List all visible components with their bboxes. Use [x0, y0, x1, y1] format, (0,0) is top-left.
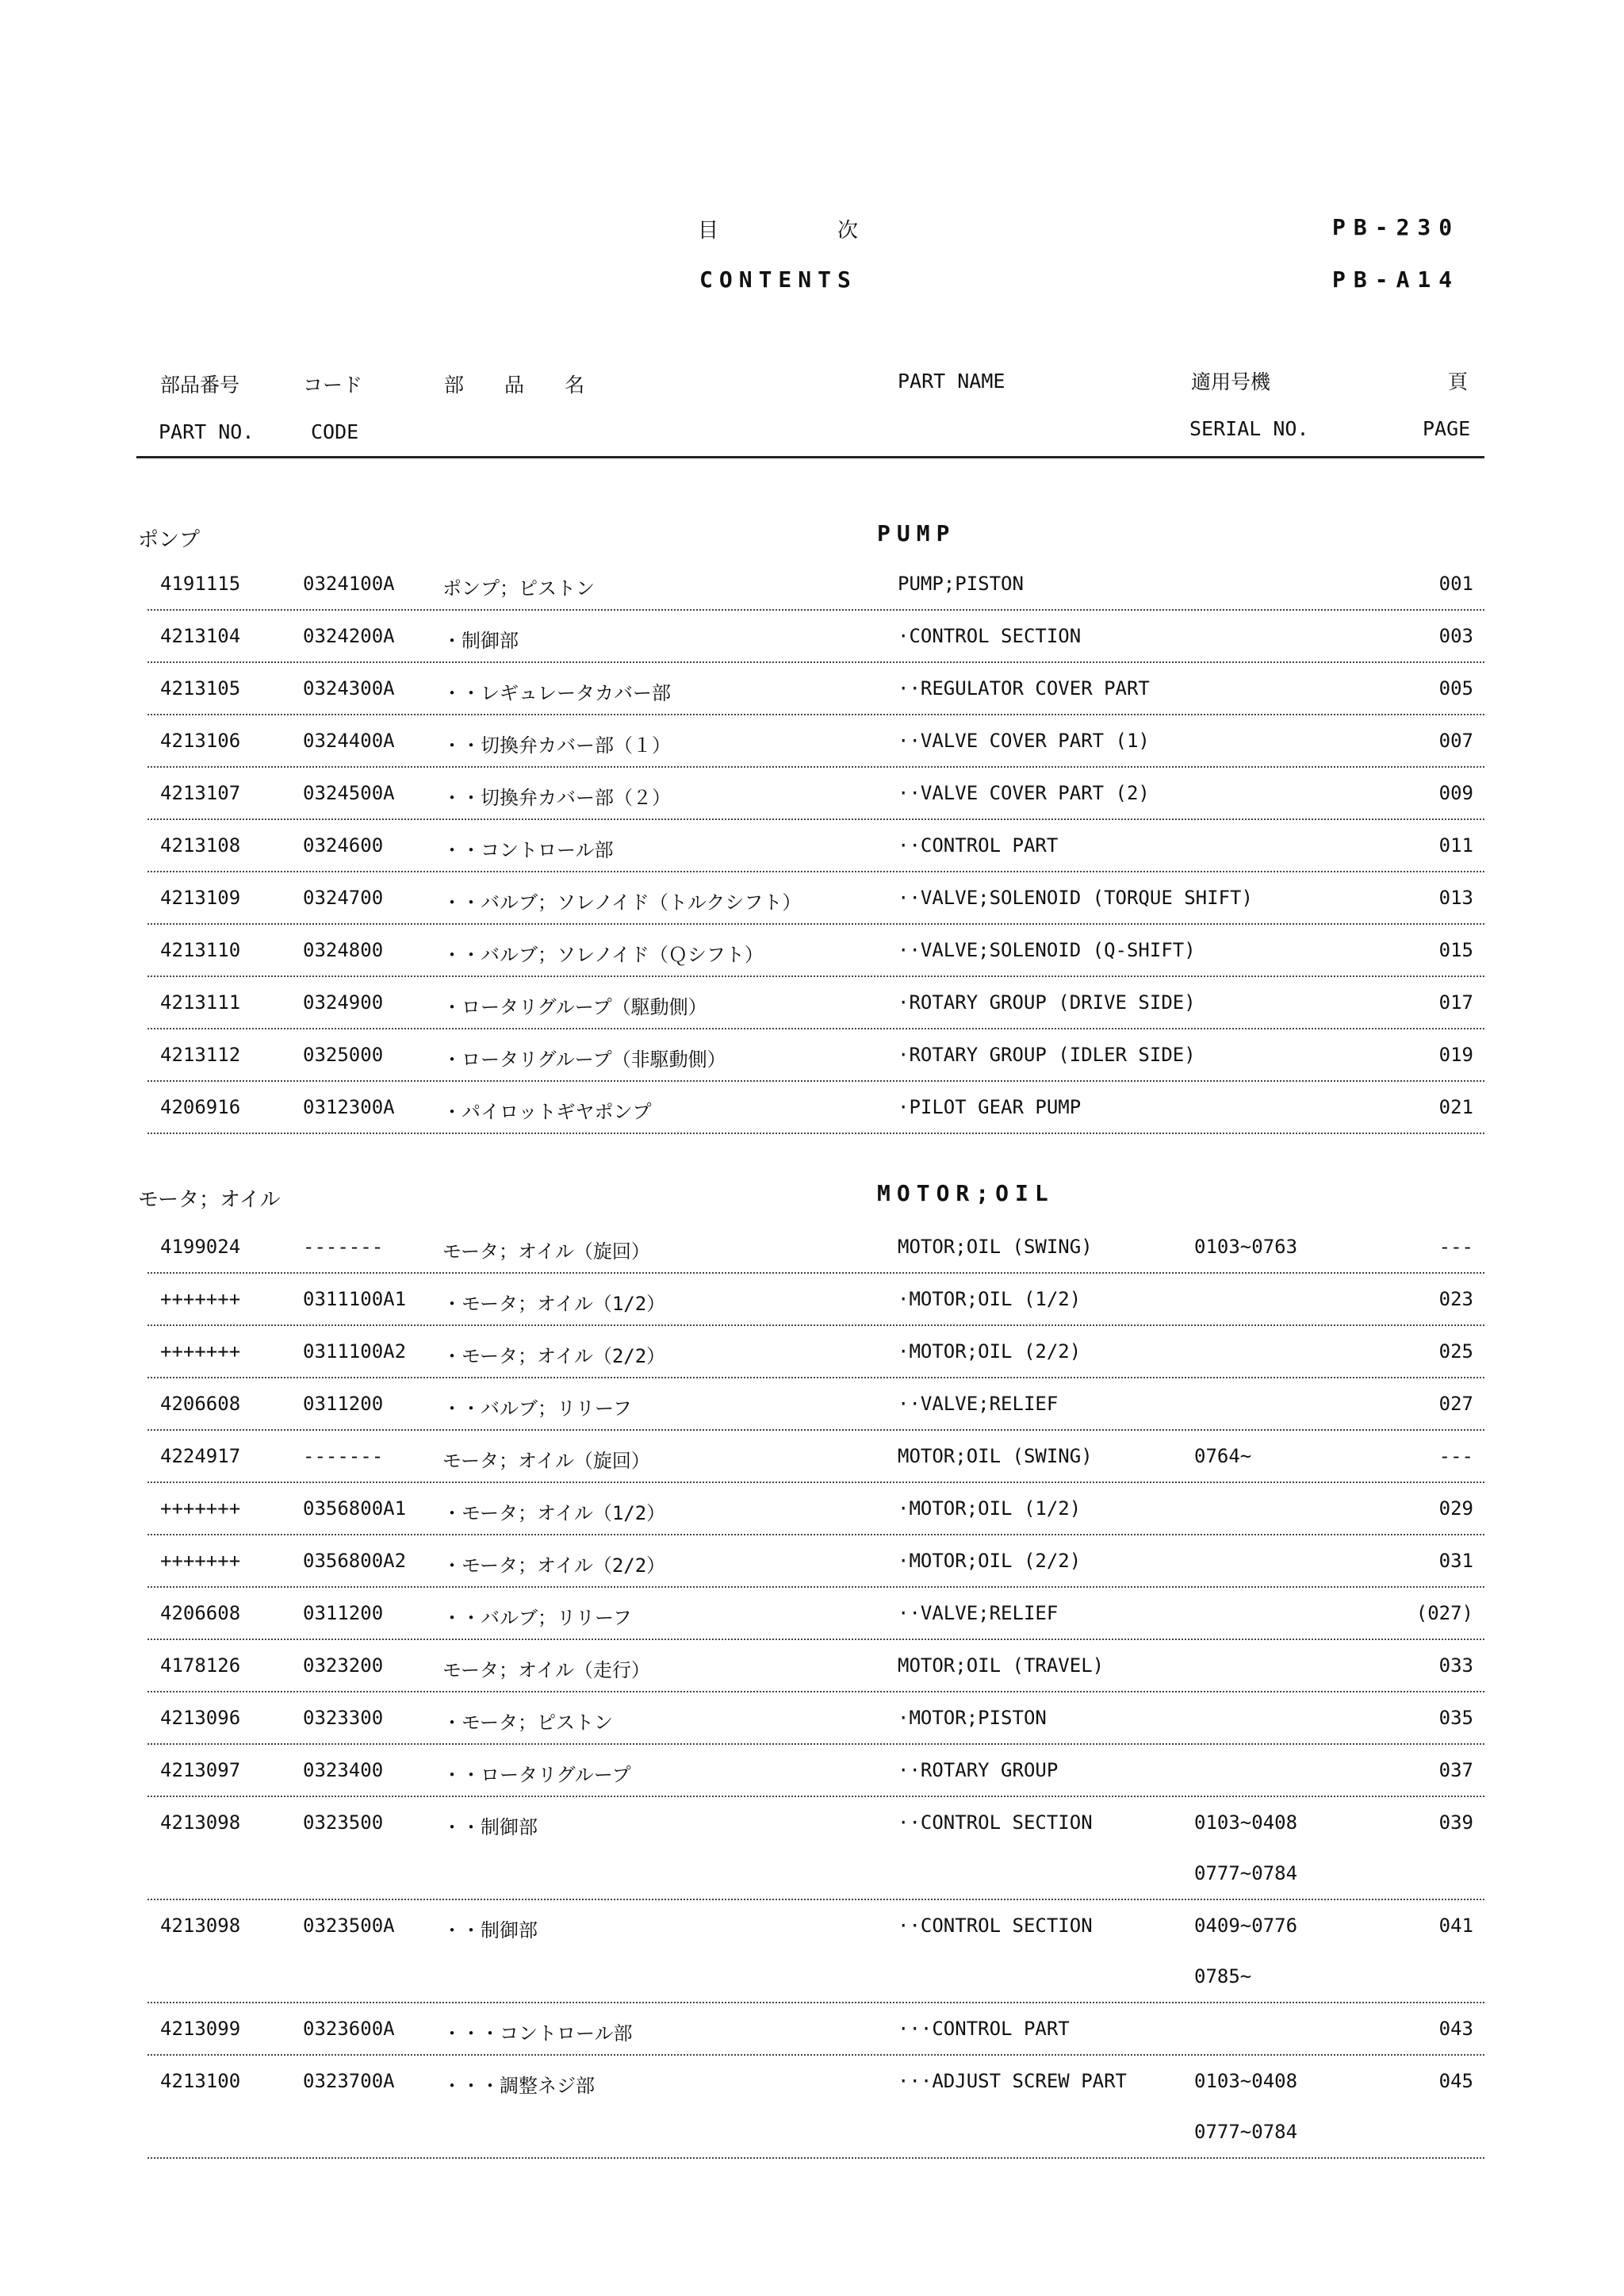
part-number: 4224917 — [160, 1445, 241, 1467]
page-number: 009 — [1438, 782, 1473, 804]
part-name: MOTOR;OIL (SWING) — [898, 1236, 1093, 1258]
page-number: 025 — [1438, 1340, 1473, 1363]
page-number: 033 — [1438, 1654, 1473, 1677]
part-name: ·MOTOR;PISTON — [898, 1707, 1047, 1729]
part-name: ··CONTROL PART — [898, 834, 1059, 857]
table-row — [147, 768, 1484, 820]
part-name-jp: ・・コントロール部 — [442, 839, 614, 861]
part-name-jp: ・ロータリグループ（非駆動側） — [442, 1048, 726, 1071]
part-number: 4213096 — [160, 1707, 241, 1729]
page-number: 039 — [1438, 1811, 1473, 1834]
col-part-no: PART NO. — [159, 420, 255, 443]
part-name: ·MOTOR;OIL (1/2) — [898, 1497, 1082, 1520]
part-code: ------- — [303, 1445, 384, 1467]
serial-range: 0764~ — [1194, 1445, 1252, 1467]
part-name-jp: ・・・調整ネジ部 — [442, 2075, 595, 2097]
part-name-jp: ・・バルブ；ソレノイド（Ｑシフト） — [442, 944, 764, 966]
page-number: 023 — [1438, 1288, 1473, 1310]
page-number: 031 — [1438, 1550, 1473, 1572]
part-name-jp: ・・切換弁カバー部（２） — [442, 787, 671, 809]
serial-range: 0103~0408 — [1194, 2070, 1298, 2092]
table-row — [147, 1221, 1484, 1274]
col-code-jp: コード — [303, 374, 363, 397]
part-name-jp: ・モータ；オイル（2/2） — [442, 1345, 666, 1367]
part-code: 0311100A2 — [303, 1340, 407, 1363]
part-number: 4213100 — [160, 2070, 241, 2092]
page-number: 041 — [1438, 1915, 1473, 1937]
page-number: 019 — [1438, 1044, 1473, 1066]
part-number: 4213110 — [160, 939, 241, 961]
part-code: 0323300 — [303, 1707, 384, 1729]
part-number: +++++++ — [160, 1497, 241, 1520]
part-code: 0324400A — [303, 730, 395, 752]
table-row — [147, 1483, 1484, 1535]
col-serial-jp: 適用号機 — [1191, 370, 1271, 393]
part-code: 0324600 — [303, 834, 384, 857]
part-number: 4213106 — [160, 730, 241, 752]
col-page: PAGE — [1423, 417, 1471, 440]
part-number: +++++++ — [160, 1340, 241, 1363]
table-row — [147, 925, 1484, 977]
part-number: 4213104 — [160, 625, 241, 647]
part-number: 4213098 — [160, 1811, 241, 1834]
part-name-jp: ・パイロットギヤポンプ — [442, 1101, 652, 1123]
part-name: ··VALVE COVER PART (1) — [898, 730, 1150, 752]
page-number: 027 — [1438, 1393, 1473, 1415]
part-name-jp: ・モータ；オイル（1/2） — [442, 1502, 666, 1524]
table-row — [147, 1745, 1484, 1797]
section-title-jp: モータ；オイル — [138, 1188, 281, 1212]
col-serial: SERIAL NO. — [1189, 417, 1309, 440]
part-code: 0323700A — [303, 2070, 395, 2092]
serial-range: 0103~0408 — [1194, 1811, 1298, 1834]
part-number: 4206608 — [160, 1602, 241, 1624]
part-name: ·MOTOR;OIL (2/2) — [898, 1340, 1082, 1363]
part-code: 0324700 — [303, 887, 384, 909]
table-row — [147, 1326, 1484, 1378]
part-number: 4213097 — [160, 1759, 241, 1781]
part-code: 0312300A — [303, 1096, 395, 1118]
table-row — [147, 1029, 1484, 1082]
col-page-jp: 頁 — [1448, 370, 1469, 393]
page-number: 011 — [1438, 834, 1473, 857]
part-number: 4213105 — [160, 677, 241, 700]
part-code: 0324500A — [303, 782, 395, 804]
part-number: +++++++ — [160, 1550, 241, 1572]
part-name-jp: ・・バルブ；リリーフ — [442, 1397, 632, 1420]
page-number: 001 — [1438, 573, 1473, 595]
table-row — [147, 1274, 1484, 1326]
part-name-jp: ・・レギュレータカバー部 — [442, 682, 671, 704]
part-code: 0311100A1 — [303, 1288, 407, 1310]
part-code: 0323200 — [303, 1654, 384, 1677]
section-title: PUMP — [877, 520, 956, 546]
table-row — [147, 1082, 1484, 1134]
part-name-jp: ・モータ；オイル（2/2） — [442, 1554, 666, 1577]
page-number: 029 — [1438, 1497, 1473, 1520]
table-row — [147, 872, 1484, 925]
part-code: 0324100A — [303, 573, 395, 595]
part-name: ··REGULATOR COVER PART — [898, 677, 1150, 700]
part-number: 4213107 — [160, 782, 241, 804]
table-row — [147, 1588, 1484, 1640]
section-title-jp: ポンプ — [138, 528, 201, 552]
page-number: 043 — [1438, 2018, 1473, 2040]
col-part-no-jp: 部品番号 — [160, 374, 240, 397]
table-row — [147, 2056, 1484, 2159]
part-code: 0324300A — [303, 677, 395, 700]
page-number: 021 — [1438, 1096, 1473, 1118]
part-code: 0311200 — [303, 1393, 384, 1415]
part-code: 0323400 — [303, 1759, 384, 1781]
table-row — [147, 715, 1484, 768]
table-row — [147, 977, 1484, 1029]
serial-range-2: 0777~0784 — [1194, 1862, 1298, 1884]
page-number: 003 — [1438, 625, 1473, 647]
part-name-jp: ・・・コントロール部 — [442, 2022, 633, 2045]
part-number: 4191115 — [160, 573, 241, 595]
serial-range: 0103~0763 — [1194, 1236, 1298, 1258]
part-number: 4178126 — [160, 1654, 241, 1677]
part-name-jp: ・・バルブ；ソレノイド（トルクシフト） — [442, 891, 802, 914]
document-code-secondary: PB-A14 — [1332, 266, 1461, 293]
part-name: ··VALVE;SOLENOID (Q-SHIFT) — [898, 939, 1196, 961]
section-title: MOTOR;OIL — [877, 1180, 1055, 1206]
page-number: --- — [1438, 1445, 1473, 1467]
part-name-jp: ・・制御部 — [442, 1919, 538, 1941]
page-number: 015 — [1438, 939, 1473, 961]
motor-oil-parts-table — [147, 1221, 1484, 2159]
table-row — [147, 2003, 1484, 2056]
part-name: ··ROTARY GROUP — [898, 1759, 1059, 1781]
page-number: --- — [1438, 1236, 1473, 1258]
part-name: ···CONTROL PART — [898, 2018, 1070, 2040]
part-name-jp: モータ；オイル（旋回） — [442, 1240, 650, 1263]
part-code: 0325000 — [303, 1044, 384, 1066]
table-row — [147, 1378, 1484, 1431]
part-name-jp: ・ロータリグループ（駆動側） — [442, 996, 707, 1018]
document-code: PB-230 — [1332, 214, 1461, 240]
serial-range-2: 0785~ — [1194, 1965, 1252, 1987]
table-row — [147, 611, 1484, 663]
page-number: 013 — [1438, 887, 1473, 909]
table-row — [147, 1900, 1484, 2003]
col-part-name-en: PART NAME — [898, 370, 1005, 393]
part-code: 0311200 — [303, 1602, 384, 1624]
part-code: 0323500A — [303, 1915, 395, 1937]
page-number: 007 — [1438, 730, 1473, 752]
page-number: 005 — [1438, 677, 1473, 700]
part-name: ·ROTARY GROUP (IDLER SIDE) — [898, 1044, 1196, 1066]
page-number: (027) — [1415, 1602, 1473, 1624]
part-number: 4213099 — [160, 2018, 241, 2040]
part-number: 4213111 — [160, 991, 241, 1014]
table-row — [147, 1692, 1484, 1745]
part-number: 4213109 — [160, 887, 241, 909]
part-name: ··VALVE;RELIEF — [898, 1602, 1059, 1624]
part-code: 0356800A1 — [303, 1497, 407, 1520]
part-name: ·MOTOR;OIL (1/2) — [898, 1288, 1082, 1310]
part-name-jp: ポンプ；ピストン — [442, 577, 595, 600]
part-number: 4213112 — [160, 1044, 241, 1066]
part-name: ···ADJUST SCREW PART — [898, 2070, 1127, 2092]
part-name: ··VALVE;RELIEF — [898, 1393, 1059, 1415]
col-part-name-jp: 部 品 名 — [444, 374, 599, 397]
table-row — [147, 820, 1484, 872]
part-name-jp: ・モータ；オイル（1/2） — [442, 1293, 666, 1315]
table-row — [147, 663, 1484, 715]
part-name: ··CONTROL SECTION — [898, 1915, 1093, 1937]
part-name: MOTOR;OIL (TRAVEL) — [898, 1654, 1105, 1677]
part-number: +++++++ — [160, 1288, 241, 1310]
part-name: MOTOR;OIL (SWING) — [898, 1445, 1093, 1467]
table-row — [147, 1431, 1484, 1483]
part-name: ··VALVE COVER PART (2) — [898, 782, 1150, 804]
part-number: 4213108 — [160, 834, 241, 857]
page-number: 037 — [1438, 1759, 1473, 1781]
part-code: 0324200A — [303, 625, 395, 647]
part-name-jp: ・制御部 — [442, 630, 519, 652]
header-divider — [136, 456, 1484, 458]
part-code: 0323600A — [303, 2018, 395, 2040]
part-number: 4206916 — [160, 1096, 241, 1118]
part-number: 4206608 — [160, 1393, 241, 1415]
part-number: 4199024 — [160, 1236, 241, 1258]
part-name-jp: ・・制御部 — [442, 1816, 538, 1838]
part-code: 0323500 — [303, 1811, 384, 1834]
part-name: PUMP;PISTON — [898, 573, 1024, 595]
part-name: ·ROTARY GROUP (DRIVE SIDE) — [898, 991, 1196, 1014]
part-name-jp: ・・ロータリグループ — [442, 1764, 631, 1786]
serial-range: 0409~0776 — [1194, 1915, 1298, 1937]
part-code: ------- — [303, 1236, 384, 1258]
part-code: 0324900 — [303, 991, 384, 1014]
part-code: 0324800 — [303, 939, 384, 961]
part-name-jp: ・モータ；ピストン — [442, 1711, 614, 1734]
part-name-jp: ・・切換弁カバー部（１） — [442, 734, 671, 757]
page-number: 045 — [1438, 2070, 1473, 2092]
part-name-jp: ・・バルブ；リリーフ — [442, 1607, 632, 1629]
part-name-jp: モータ；オイル（旋回） — [442, 1450, 650, 1472]
part-number: 4213098 — [160, 1915, 241, 1937]
page-title-jp: 目次 — [698, 219, 978, 243]
part-name: ·CONTROL SECTION — [898, 625, 1082, 647]
table-row — [147, 1640, 1484, 1692]
part-name: ·PILOT GEAR PUMP — [898, 1096, 1082, 1118]
table-row — [147, 1797, 1484, 1900]
page-number: 017 — [1438, 991, 1473, 1014]
part-code: 0356800A2 — [303, 1550, 407, 1572]
table-row — [147, 1535, 1484, 1588]
part-name: ··VALVE;SOLENOID (TORQUE SHIFT) — [898, 887, 1253, 909]
part-name-jp: モータ；オイル（走行） — [442, 1659, 650, 1681]
pump-parts-table — [147, 558, 1484, 1134]
table-row — [147, 558, 1484, 611]
page-title: CONTENTS — [699, 266, 857, 293]
col-code: CODE — [311, 420, 359, 443]
page-number: 035 — [1438, 1707, 1473, 1729]
part-name: ·MOTOR;OIL (2/2) — [898, 1550, 1082, 1572]
part-name: ··CONTROL SECTION — [898, 1811, 1093, 1834]
serial-range-2: 0777~0784 — [1194, 2121, 1298, 2143]
